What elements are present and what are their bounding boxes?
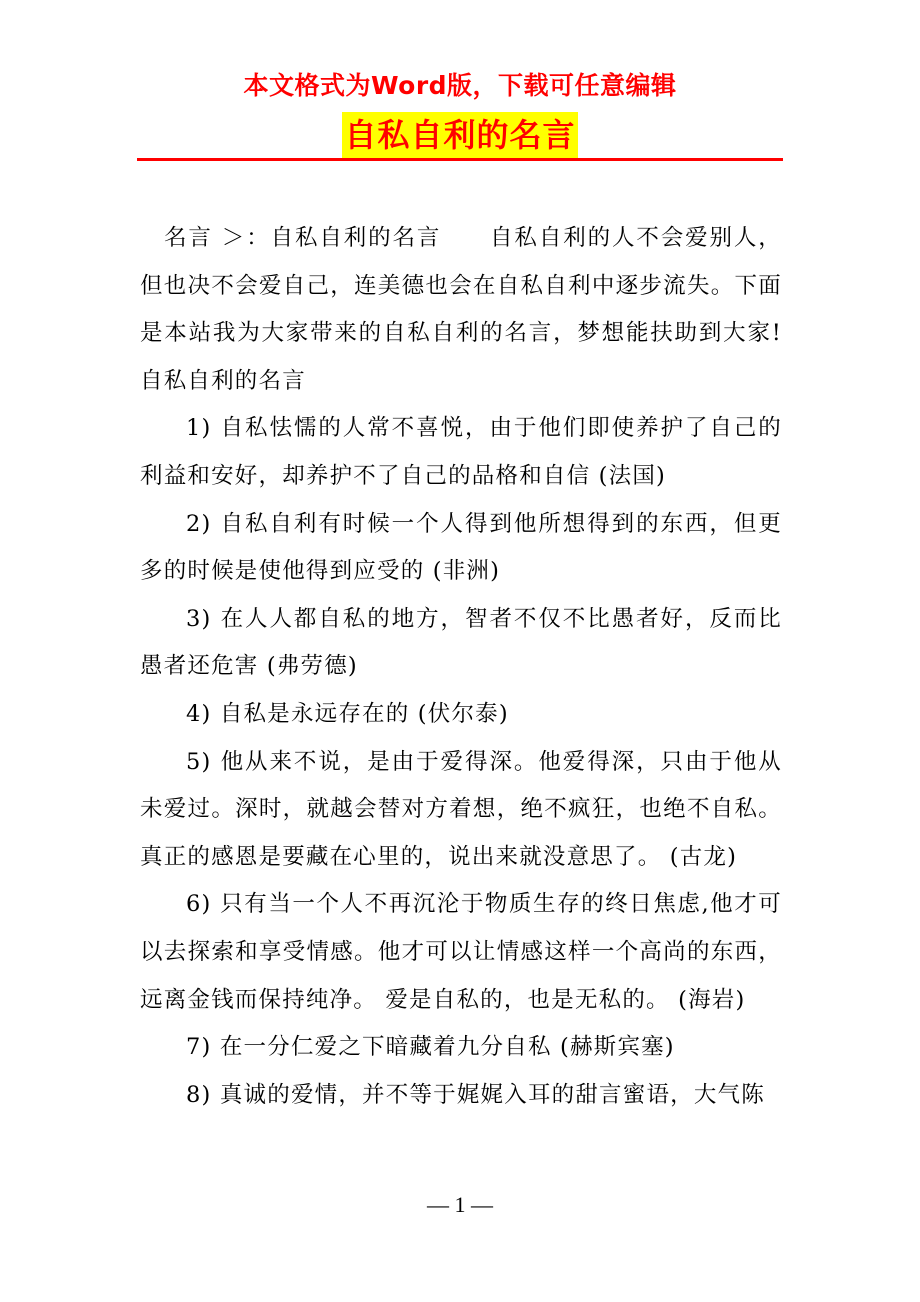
quote-item-8: 8) 真诚的爱情，并不等于娓娓入耳的甜言蜜语，大气陈 bbox=[186, 1081, 765, 1108]
quote-item-7: 7) 在一分仁爱之下暗藏着九分自私 (赫斯宾塞) bbox=[186, 1034, 675, 1061]
title-divider bbox=[137, 158, 783, 161]
format-notice-banner: 本文格式为Word版，下载可任意编辑 bbox=[243, 71, 677, 100]
quote-item-4: 4) 自私是永远存在的 (伏尔泰) bbox=[186, 700, 509, 727]
document-title: 自私自利的名言 bbox=[342, 112, 577, 158]
intro-paragraph: 名言 ＞：自私自利的名言 自私自利的人不会爱别人，但也决不会爱自己，连美德也会在自私自利中逐步流失。下面是本站我为大家带来的自私自利的名言，梦想能扶助到大家! 自私自利的名言 bbox=[140, 225, 830, 394]
quote-item-5: 5) 他从来不说，是由于爱得深。他爱得深，只由于他从未爱过。深时，就越会替对方着想，绝不疯狂，也绝不自私。真正的感恩是要藏在心里的，说出来就没意思了。 (古龙) bbox=[140, 748, 782, 870]
quote-item-6: 6) 只有当一个人不再沉沦于物质生存的终日焦虑,他才可以去探索和享受情感。他才可以让情感这样一个高尚的东西，远离金钱而保持纯净。 爱是自私的，也是无私的。 (海岩) bbox=[140, 891, 782, 1013]
page-number: — 1 — bbox=[427, 1192, 493, 1217]
document-body bbox=[140, 215, 830, 1119]
quote-item-1: 1) 自私怯懦的人常不喜悦，由于他们即使养护了自己的利益和安好，却养护不了自己的品格和自信 (法国) bbox=[140, 415, 782, 489]
quote-item-2: 2) 自私自利有时候一个人得到他所想得到的东西，但更多的时候是使他得到应受的 (非洲) bbox=[140, 510, 782, 585]
title-container bbox=[0, 112, 920, 158]
quote-item-3: 3) 在人人都自私的地方，智者不仅不比愚者好，反而比愚者还危害 (弗劳德) bbox=[140, 605, 782, 680]
